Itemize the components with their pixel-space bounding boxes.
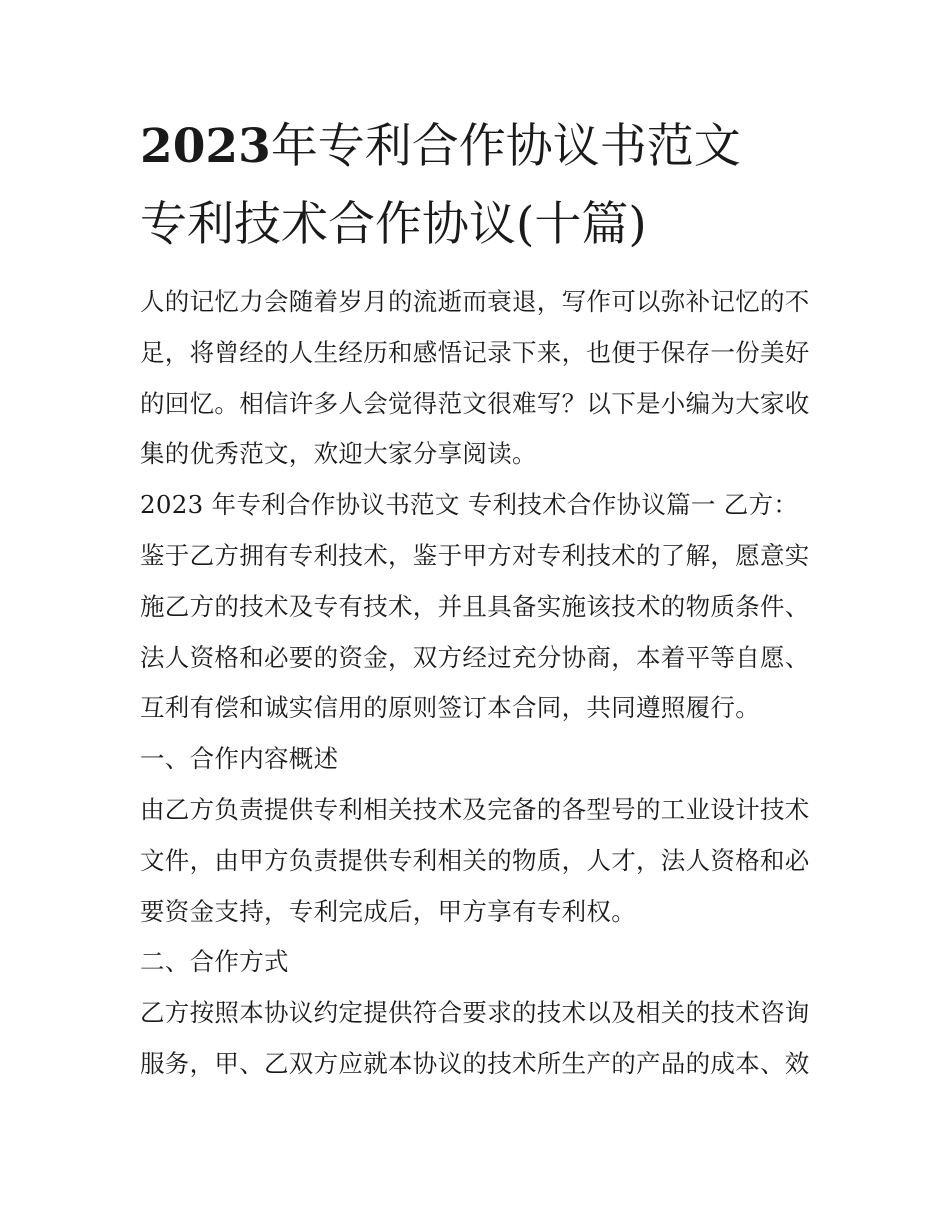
body-line: 由乙方负责提供专利相关技术及完备的各型号的工业设计技术 xyxy=(140,794,810,824)
title-line-1-text: 年专利合作协议书范文 xyxy=(270,119,741,174)
body-line: 人的记忆力会随着岁月的流逝而衰退，写作可以弥补记忆的不 xyxy=(140,287,810,316)
body-line: 乙方按照本协议约定提供符合要求的技术以及相关的技术咨询 xyxy=(140,998,810,1028)
body-line: 的回忆。相信许多人会觉得范文很难写？以下是小编为大家收 xyxy=(140,388,810,418)
section-heading: 一、合作内容概述 xyxy=(140,744,339,774)
body-line: 要资金支持，专利完成后，甲方享有专利权。 xyxy=(140,896,636,926)
body-line: 施乙方的技术及专有技术，并且具备实施该技术的物质条件、 xyxy=(140,591,810,621)
document-title-line-2: 专利技术合作协议(十篇) xyxy=(140,197,647,252)
body-line: 服务，甲、乙双方应就本协议的技术所生产的产品的成本、效 xyxy=(140,1048,810,1078)
title-year: 2023 xyxy=(140,119,271,174)
body-line: 法人资格和必要的资金，双方经过充分协商，本着平等自愿、 xyxy=(140,642,810,672)
body-line: 文件，由甲方负责提供专利相关的物质，人才，法人资格和必 xyxy=(140,845,810,875)
body-line: 互利有偿和诚实信用的原则签订本合同，共同遵照履行。 xyxy=(140,693,760,723)
body-line: 鉴于乙方拥有专利技术，鉴于甲方对专利技术的了解，愿意实 xyxy=(140,540,810,570)
document-body xyxy=(140,277,820,1090)
document-title-line-1 xyxy=(140,118,840,176)
section-heading: 二、合作方式 xyxy=(140,947,289,977)
body-line: 足，将曾经的人生经历和感悟记录下来，也便于保存一份美好 xyxy=(140,337,810,367)
body-line: 集的优秀范文，欢迎大家分享阅读。 xyxy=(140,439,537,469)
body-line: 2023 年专利合作协议书范文 专利技术合作协议篇一 乙方： xyxy=(140,490,799,520)
